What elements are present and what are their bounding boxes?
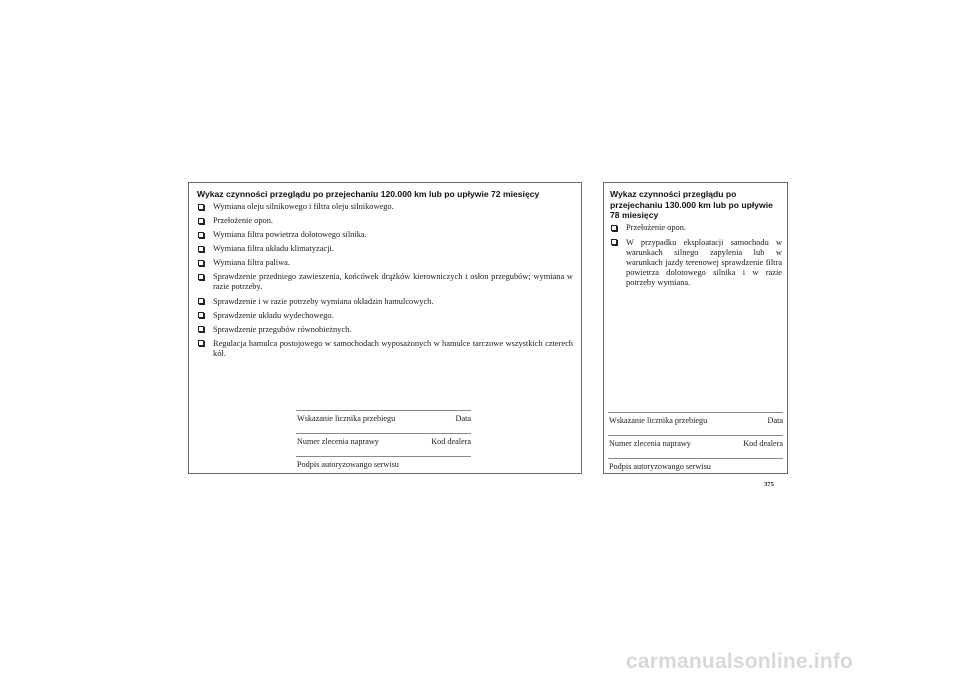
task-text: Regulacja hamulca postojowego w samochodach wyposażonych w hamulce tarczowe wszystkich czterech kół. [213, 338, 573, 358]
task-item [197, 230, 573, 240]
repair-order-row[interactable] [296, 433, 471, 456]
checkbox-icon[interactable] [198, 246, 204, 252]
checkbox-icon[interactable] [198, 204, 204, 210]
odometer-label: Wskazanie licznika przebiegu [297, 414, 396, 423]
watermark: carmanualsonline.info [626, 650, 854, 673]
maintenance-card-120000km [188, 182, 582, 474]
signature-block [608, 412, 783, 481]
card-title: Wykaz czynności przeglądu po przejechaniu 120.000 km lub po upływie 72 miesięcy [197, 189, 540, 199]
dealer-code-label: Kod dealera [743, 439, 783, 448]
task-text: W przypadku eksploatacji samochodu w warunkach silnego zapylenia lub w warunkach jazdy terenowej sprawdzenie filtra powietrza dolotowego silnika i w razie potrzeby wymiana. [626, 237, 782, 287]
task-item [197, 272, 573, 292]
odometer-label: Wskazanie licznika przebiegu [609, 416, 708, 425]
date-label: Data [767, 416, 783, 425]
maintenance-card-130000km [603, 182, 788, 474]
task-item [197, 244, 573, 254]
task-text: Wymiana oleju silnikowego i filtra oleju silnikowego. [213, 202, 394, 211]
task-item [197, 325, 573, 335]
task-text: Wymiana filtra układu klimatyzacji. [213, 244, 334, 254]
dealer-code-label: Kod dealera [431, 437, 471, 446]
odometer-row[interactable] [296, 410, 471, 433]
task-text: Przełożenie opon. [626, 223, 686, 232]
repair-order-label: Numer zlecenia naprawy [297, 437, 379, 446]
odometer-row[interactable] [608, 412, 783, 435]
date-label: Data [455, 414, 471, 423]
task-item [197, 216, 573, 226]
checkbox-icon[interactable] [198, 260, 204, 266]
repair-order-label: Numer zlecenia naprawy [609, 439, 691, 448]
task-item [197, 202, 573, 212]
task-item [197, 297, 573, 307]
task-list [610, 223, 782, 292]
checkbox-icon[interactable] [611, 239, 617, 245]
task-item [610, 238, 782, 288]
signature-block [296, 410, 471, 479]
task-text: Wymiana filtra powietrza dolotowego silnika. [213, 230, 367, 240]
task-text: Sprawdzenie układu wydechowego. [213, 310, 334, 320]
task-text: Sprawdzenie przegubów równobieżnych. [213, 324, 352, 334]
task-text: Sprawdzenie i w razie potrzeby wymiana okładzin hamulcowych. [213, 296, 434, 306]
checkbox-icon[interactable] [198, 232, 204, 238]
checkbox-icon[interactable] [198, 274, 204, 280]
checkbox-icon[interactable] [198, 218, 204, 224]
repair-order-row[interactable] [608, 435, 783, 458]
service-signature-row[interactable] [296, 456, 471, 479]
service-signature-label: Podpis autoryzowango serwisu [297, 460, 399, 469]
checkbox-icon[interactable] [198, 312, 204, 318]
task-item [197, 258, 573, 268]
task-item [610, 223, 782, 233]
service-signature-label: Podpis autoryzowango serwisu [609, 462, 711, 471]
task-text: Wymiana filtra paliwa. [213, 258, 290, 268]
checkbox-icon[interactable] [198, 340, 204, 346]
task-item [197, 311, 573, 321]
page-number: 375 [764, 481, 774, 488]
checkbox-icon[interactable] [198, 326, 204, 332]
task-text: Sprawdzenie przedniego zawieszenia, końcówek drążków kierowniczych i osłon przegubów; wymiana w razie potrzeby. [213, 272, 573, 292]
checkbox-icon[interactable] [198, 298, 204, 304]
task-text: Przełożenie opon. [213, 216, 273, 226]
card-title: Wykaz czynności przeglądu po przejechaniu 130.000 km lub po upływie 78 miesięcy [610, 189, 773, 220]
task-item [197, 339, 573, 359]
checkbox-icon[interactable] [611, 225, 617, 231]
task-list [197, 202, 573, 363]
service-signature-row[interactable] [608, 458, 783, 481]
